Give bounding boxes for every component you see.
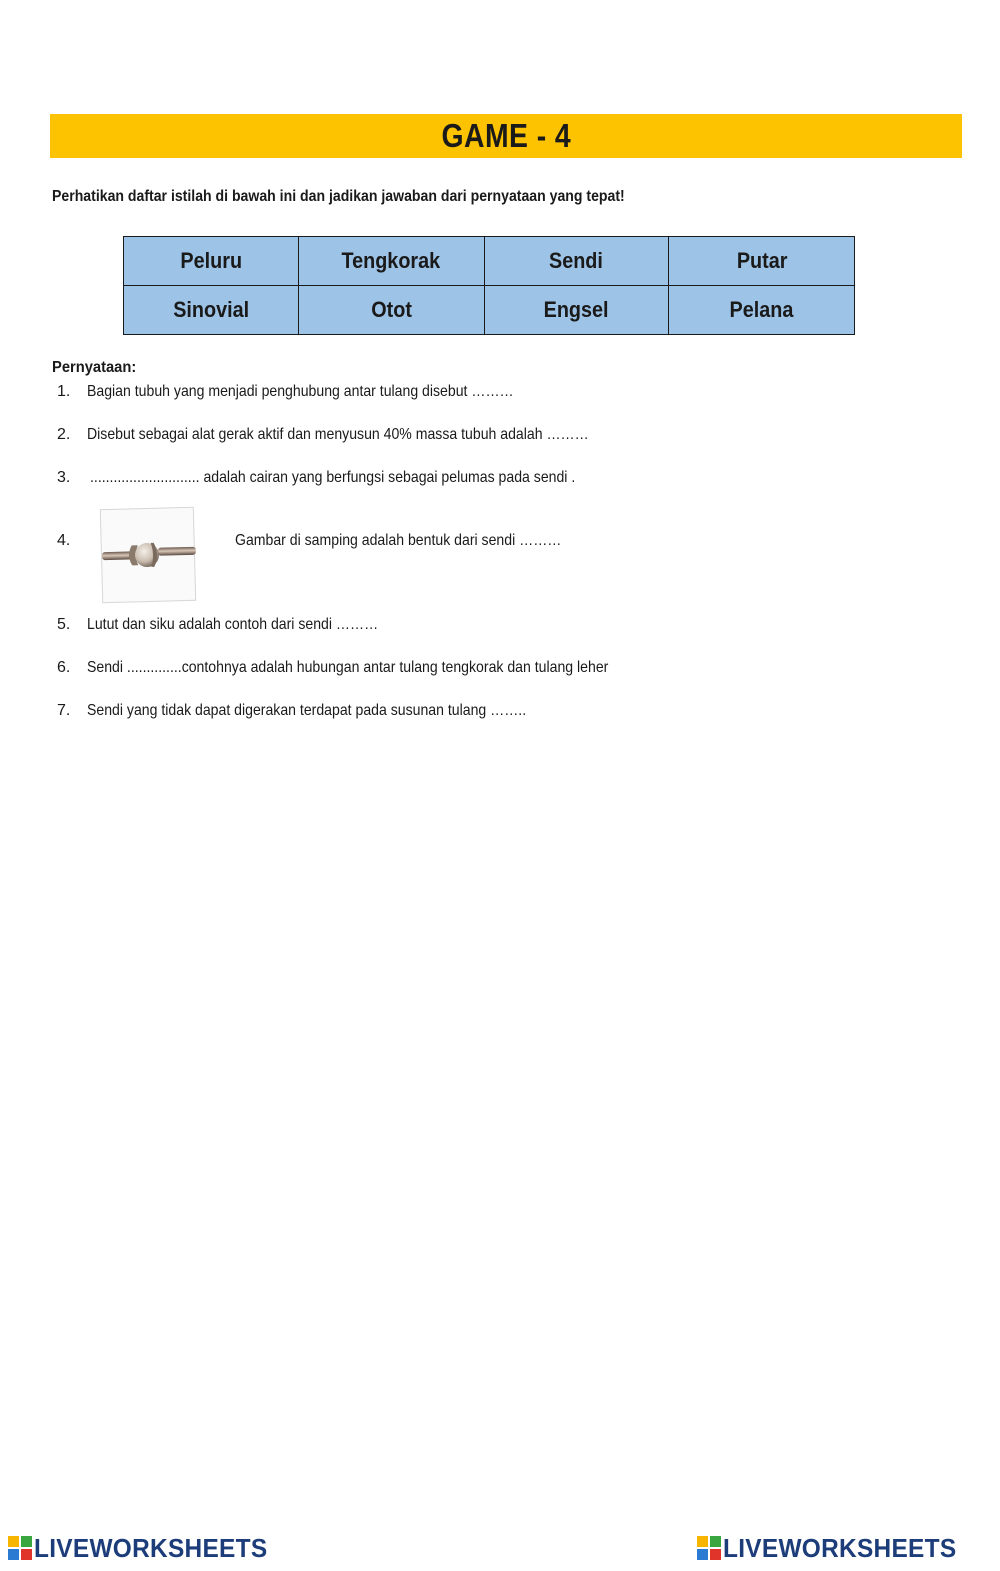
statement-text: Lutut dan siku adalah contoh dari sendi ……… xyxy=(87,616,379,633)
statement-item xyxy=(57,383,572,401)
statement-number: 2. xyxy=(57,426,71,443)
footer-logo-right[interactable] xyxy=(697,1533,971,1563)
term-cell[interactable] xyxy=(484,286,669,335)
term-label: Pelana xyxy=(729,297,794,322)
term-cell[interactable] xyxy=(298,237,484,286)
ball-joint-image xyxy=(100,507,196,603)
statement-text: Disebut sebagai alat gerak aktif dan menyusun 40% massa tubuh adalah ……… xyxy=(87,426,589,443)
term-label: Sendi xyxy=(549,248,604,273)
page-title: GAME - 4 xyxy=(441,117,571,154)
term-cell[interactable] xyxy=(298,286,484,335)
statement-item xyxy=(57,702,586,720)
statement-number: 7. xyxy=(57,702,71,719)
liveworksheets-logo-icon xyxy=(697,1536,721,1560)
statement-text: Sendi ..............contohnya adalah hubungan antar tulang tengkorak dan tulang leher xyxy=(87,659,609,676)
term-label: Peluru xyxy=(180,248,242,273)
footer-logo-left[interactable] xyxy=(8,1533,282,1563)
statement-text: Sendi yang tidak dapat digerakan terdapat pada susunan tulang …….. xyxy=(87,702,527,719)
statement-item xyxy=(57,532,87,550)
statement-text: Gambar di samping adalah bentuk dari sendi ……… xyxy=(235,532,562,549)
term-cell[interactable] xyxy=(124,286,299,335)
terms-row xyxy=(124,237,855,286)
statements-heading: Pernyataan: xyxy=(52,359,137,376)
instruction-text: Perhatikan daftar istilah di bawah ini dan jadikan jawaban dari pernyataan yang tepat! xyxy=(52,188,625,205)
brand-name: LIVEWORKSHEETS xyxy=(723,1532,957,1563)
ball-joint-icon xyxy=(101,508,197,604)
term-label: Sinovial xyxy=(172,297,249,322)
term-cell[interactable] xyxy=(124,237,299,286)
statement-item xyxy=(57,659,679,677)
statement-number: 4. xyxy=(57,532,71,549)
liveworksheets-logo-icon xyxy=(8,1536,32,1560)
terms-row xyxy=(124,286,855,335)
terms-table xyxy=(123,236,855,335)
statement-item xyxy=(57,426,657,444)
term-cell[interactable] xyxy=(484,237,669,286)
statement-item xyxy=(57,616,418,634)
term-label: Putar xyxy=(736,248,787,273)
term-cell[interactable] xyxy=(669,286,855,335)
term-label: Otot xyxy=(370,297,412,322)
title-banner xyxy=(50,114,962,158)
brand-name: LIVEWORKSHEETS xyxy=(34,1532,268,1563)
statement-text: Bagian tubuh yang menjadi penghubung antar tulang disebut ……… xyxy=(87,383,514,400)
statement-item xyxy=(57,469,641,487)
statement-number: 3. xyxy=(57,469,71,486)
term-label: Engsel xyxy=(543,297,609,322)
term-cell[interactable] xyxy=(669,237,855,286)
statement-number: 6. xyxy=(57,659,71,676)
statement-number: 1. xyxy=(57,383,71,400)
term-label: Tengkorak xyxy=(341,248,441,273)
statement-number: 5. xyxy=(57,616,71,633)
statement-text: ............................ adalah cairan yang berfungsi sebagai pelumas pada sendi . xyxy=(90,469,576,486)
